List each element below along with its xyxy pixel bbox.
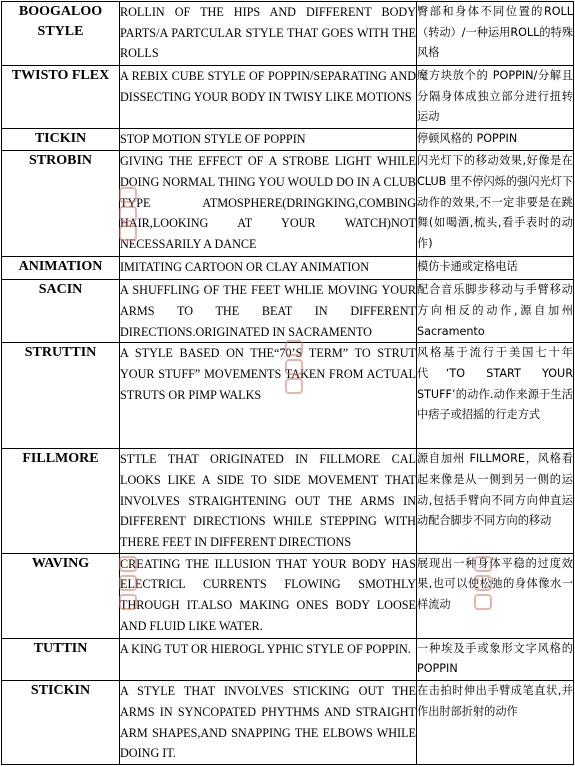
style-translation: 展现出一种身体平稳的过度效果,也可以使松弛的身体像水一样流动: [417, 553, 574, 638]
table-row: [2, 638, 574, 680]
style-name: TWISTO FLEX: [2, 66, 120, 129]
style-description: A STYLE BASED ON THE“70’S TERM” TO STRUT YOUR STUFF” MOVEMENTS TAKEN FROM ACTUAL STRUTS OR PIMP WALKS: [120, 343, 417, 449]
table-row: [2, 553, 574, 638]
table-row: [2, 66, 574, 129]
table-row: [2, 280, 574, 343]
style-description: STTLE THAT ORIGINATED IN FILLMORE CAL LOOKS LIKE A SIDE TO SIDE MOVEMENT THAT INVOLVES STRAIGHTENING OUT THE ARMS IN DIFFERENT DIRECTIONS WHILE STEPPING WITH THERE FEET IN DIFFERENT DIRECTIONS: [120, 449, 417, 554]
table-row: [2, 257, 574, 280]
style-translation: 闪光灯下的移动效果,好像是在 CLUB 里不停闪烁的强闪光灯下动作的效果,不一定非要是在跳舞(如喝酒,梳头,看手表时的动作): [417, 151, 574, 257]
style-translation: 模仿卡通或定格电话: [417, 257, 574, 280]
style-description: A STYLE THAT INVOLVES STICKING OUT THE ARMS IN SYNCOPATED PHYTHMS AND STRAIGHT ARM SHAPES,AND SNAPPING THE ELBOWS WHILE DOING IT.: [120, 681, 417, 765]
style-description: CREATING THE ILLUSION THAT YOUR BODY HAS ELECTRICL CURRENTS FLOWING SMOTHLY THROUGH IT.ALSO MAKING ONES BODY LOOSE AND FLUID LIKE WATER.: [120, 553, 417, 638]
style-name: SACIN: [2, 280, 120, 343]
style-name: TICKIN: [2, 129, 120, 151]
table-row: [2, 2, 574, 66]
style-translation: 停顿风格的 POPPIN: [417, 129, 574, 151]
style-translation: 源自加州 FILLMORE，风格看起来像是从一侧到另一侧的运动,包括手臂向不同方向伸直运动配合脚步不同方向的移动: [417, 449, 574, 554]
style-name: BOOGALOO STYLE: [2, 2, 120, 66]
style-translation: 在击拍时伸出手臂成笔直状,并作出肘部折射的动作: [417, 681, 574, 765]
style-description: A SHUFFLING OF THE FEET WHLIE MOVING YOUR ARMS TO THE BEAT IN DIFFERENT DIRECTIONS.ORIGINATED IN SACRAMENTO: [120, 280, 417, 343]
dance-styles-table: [1, 1, 574, 765]
table-row: [2, 129, 574, 151]
table-row: [2, 151, 574, 257]
table-row: [2, 343, 574, 449]
style-description: A REBIX CUBE STYLE OF POPPIN/SEPARATING AND DISSECTING YOUR BODY IN TWISY LIKE MOTIONS: [120, 66, 417, 129]
style-description: ROLLIN OF THE HIPS AND DIFFERENT BODY PARTS/A PARTCULAR STYLE THAT GOES WITH THE ROLLS: [120, 2, 417, 66]
style-name: TUTTIN: [2, 638, 120, 680]
table-row: [2, 681, 574, 765]
style-name: STROBIN: [2, 151, 120, 257]
style-description: IMITATING CARTOON OR CLAY ANIMATION: [120, 257, 417, 280]
style-translation: 臀部和身体不同位置的ROLL（转动）/一种运用ROLL的特殊风格: [417, 2, 574, 66]
style-translation: 魔方块放个的 POPPIN/分解且分隔身体成独立部分进行扭转运动: [417, 66, 574, 129]
style-name: FILLMORE: [2, 449, 120, 554]
style-description: A KING TUT OR HIEROGL YPHIC STYLE OF POPPIN.: [120, 638, 417, 680]
style-name: WAVING: [2, 553, 120, 638]
style-description: GIVING THE EFFECT OF A STROBE LIGHT WHILE DOING NORMAL THING YOU WOULD DO IN A CLUB TYPE ATMOSPHERE(DRINGKING,COMBING HAIR,LOOKING AT YOUR WATCH)NOT NECESSARILY A DANCE: [120, 151, 417, 257]
style-translation: 一种埃及手或象形文字风格的 POPPIN: [417, 638, 574, 680]
style-name: STICKIN: [2, 681, 120, 765]
style-translation: 风格基于流行于美国七十年代‘TO START YOUR STUFF’的动作.动作来源于生活中痞子或招摇的行走方式: [417, 343, 574, 449]
style-name: ANIMATION: [2, 257, 120, 280]
table-row: [2, 449, 574, 554]
style-translation: 配合音乐脚步移动与手臂移动方向相反的动作,源自加州 Sacramento: [417, 280, 574, 343]
style-description: STOP MOTION STYLE OF POPPIN: [120, 129, 417, 151]
style-name: STRUTTIN: [2, 343, 120, 449]
